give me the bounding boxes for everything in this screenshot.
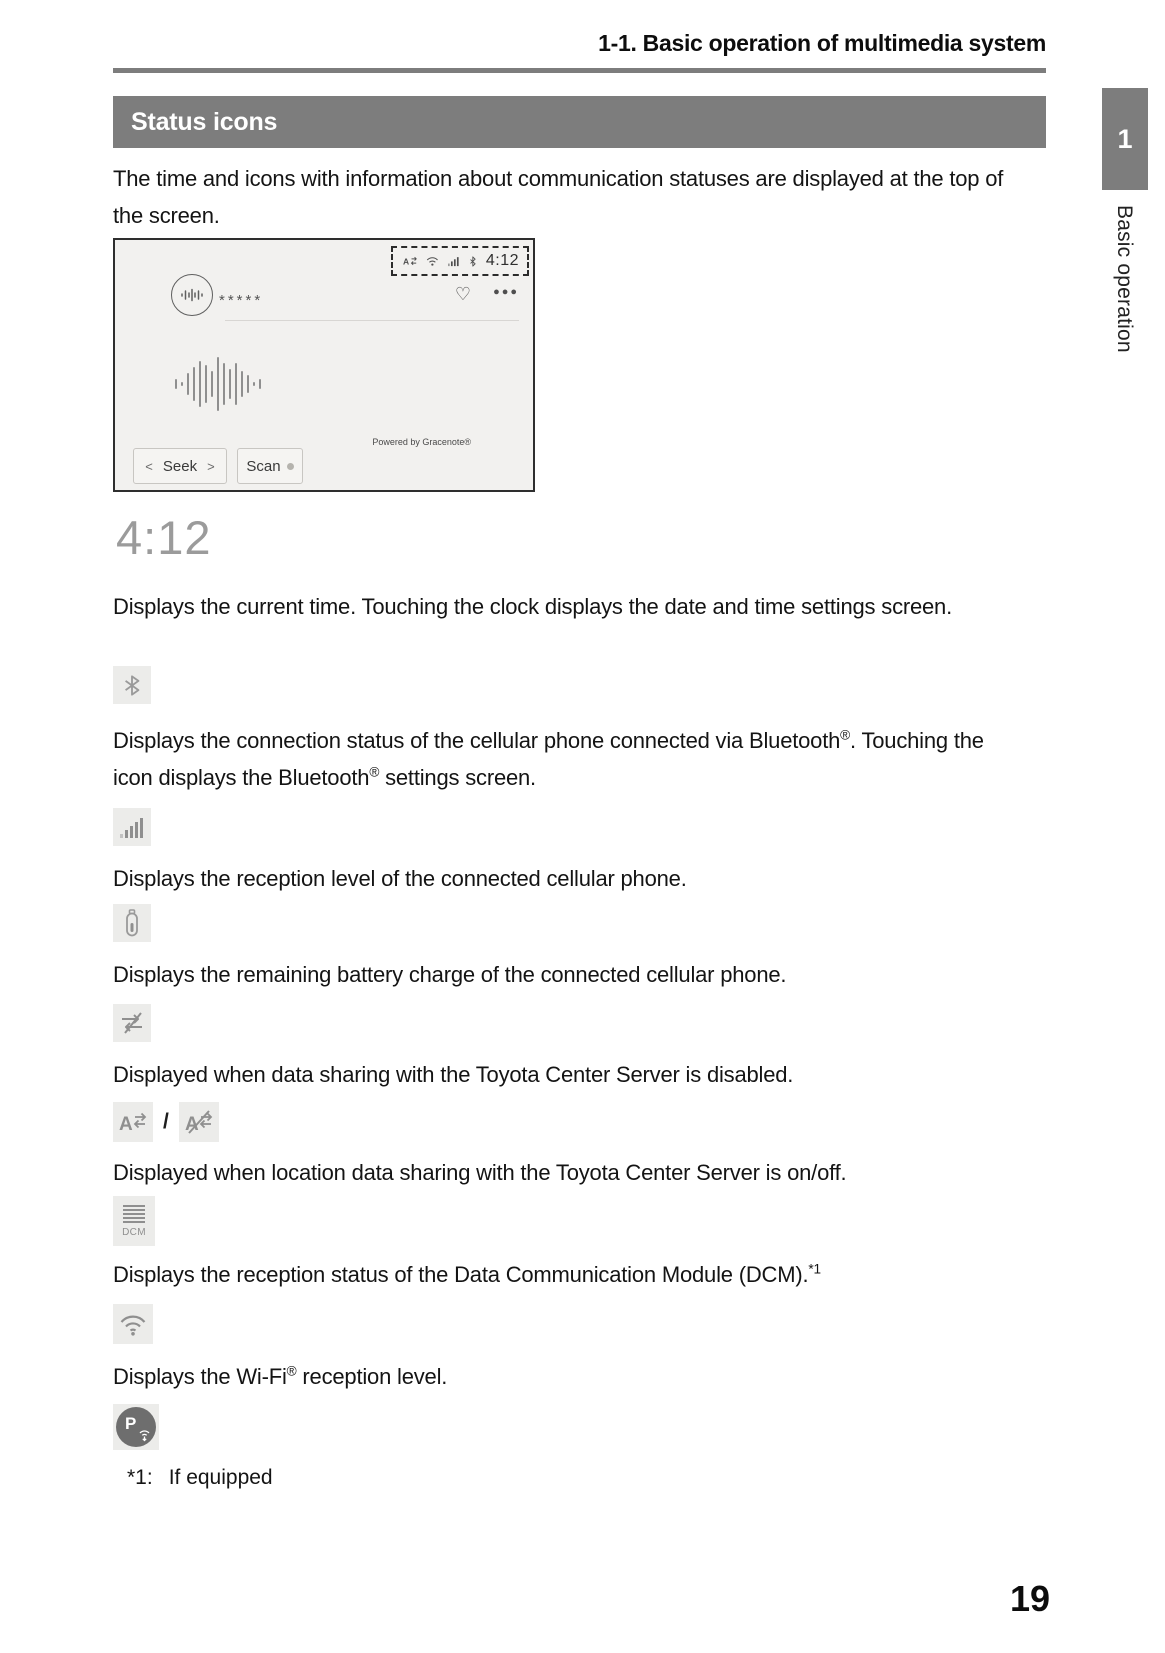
p-icon-background <box>113 1404 159 1450</box>
location-sharing-off-icon <box>179 1102 219 1142</box>
screen-divider <box>225 320 519 321</box>
dcm-icon <box>113 1196 155 1246</box>
cellular-signal-icon <box>113 808 151 846</box>
audio-waveform <box>173 350 273 418</box>
scan-indicator-dot <box>287 463 294 470</box>
section-dcm <box>113 1196 155 1246</box>
more-options-icon: ●●● <box>493 286 519 298</box>
data-sharing-disabled-icon <box>113 1004 151 1042</box>
radio-station-logo <box>171 274 213 316</box>
section-bluetooth <box>113 666 151 704</box>
p-icon-letter: P <box>125 1414 137 1433</box>
wifi-icon <box>113 1304 153 1344</box>
chapter-tab <box>1102 88 1148 190</box>
bluetooth-icon <box>113 666 151 704</box>
section-banner-title: Status icons <box>131 107 278 136</box>
seek-back-chevron: < <box>145 458 153 474</box>
wifi-description: Displays the Wi-Fi® reception level. <box>113 1363 448 1389</box>
intro-paragraph: The time and icons with information about communication statuses are displayed at the top of the screen. <box>113 166 1004 228</box>
seek-button-label: Seek <box>162 457 198 475</box>
status-bar-time: 4:12 <box>485 252 519 269</box>
bluetooth-icon-mini <box>469 255 477 268</box>
footnote <box>127 1466 273 1490</box>
bluetooth-description: Displays the connection status of the cellular phone connected via Bluetooth®. Touching the icon displays the Bluetooth® settings screen. <box>113 727 984 790</box>
seek-button <box>133 448 227 484</box>
section-data-sharing-off <box>113 1004 151 1042</box>
clock-sample: 4:12 <box>116 511 212 564</box>
station-name: ***** <box>219 292 264 309</box>
wifi-icon-mini <box>426 255 439 267</box>
section-location-sharing <box>113 1102 219 1142</box>
section-wifi <box>113 1304 153 1344</box>
section-banner <box>113 96 1046 148</box>
gracenote-credit: Powered by Gracenote® <box>372 437 471 447</box>
signal-description: Displays the reception level of the connected cellular phone. <box>113 866 687 891</box>
dcm-description: Displays the reception status of the Data Communication Module (DCM).$^{*1}$ <box>113 1261 821 1287</box>
data-sharing-description: Displayed when data sharing with the Toyota Center Server is disabled. <box>113 1062 794 1087</box>
svg-text:A: A <box>119 1114 133 1135</box>
chapter-number: 1 <box>1117 123 1133 154</box>
location-sharing-description: Displayed when location data sharing with the Toyota Center Server is on/off. <box>113 1160 847 1185</box>
clock-description: Displays the current time. Touching the clock displays the date and time settings screen. <box>113 594 953 619</box>
battery-description: Displays the remaining battery charge of the connected cellular phone. <box>113 962 787 987</box>
footnote-text: If equipped <box>168 1466 273 1489</box>
p-icon-waves <box>138 1428 152 1442</box>
slash-separator: / <box>163 1110 169 1133</box>
page-number: 19 <box>1009 1578 1050 1619</box>
section-battery <box>113 904 151 942</box>
section-signal <box>113 808 151 846</box>
location-sharing-on-icon <box>113 1102 153 1142</box>
footnote-marker: *1: <box>127 1466 153 1489</box>
cellular-signal-icon-mini <box>448 255 460 267</box>
scan-button-label: Scan <box>246 457 281 475</box>
header-rule <box>113 68 1046 73</box>
seek-forward-chevron: > <box>207 458 215 474</box>
p-status-icon <box>116 1407 156 1447</box>
favorite-icon: ♡ <box>454 284 471 304</box>
multimedia-screenshot <box>113 238 535 492</box>
status-icons-highlight-box <box>391 246 529 276</box>
section-p-icon <box>113 1404 159 1450</box>
battery-icon <box>113 904 151 942</box>
svg-text:A: A <box>403 256 410 267</box>
location-sharing-icon-mini <box>403 255 417 267</box>
chapter-side-label: Basic operation <box>1113 205 1136 353</box>
dcm-icon-label: DCM <box>122 1227 146 1238</box>
scan-button <box>237 448 303 484</box>
station-waveform-glyph <box>180 287 204 303</box>
svg-text:A: A <box>184 1114 199 1135</box>
running-header: 1-1. Basic operation of multimedia system <box>598 30 1046 56</box>
